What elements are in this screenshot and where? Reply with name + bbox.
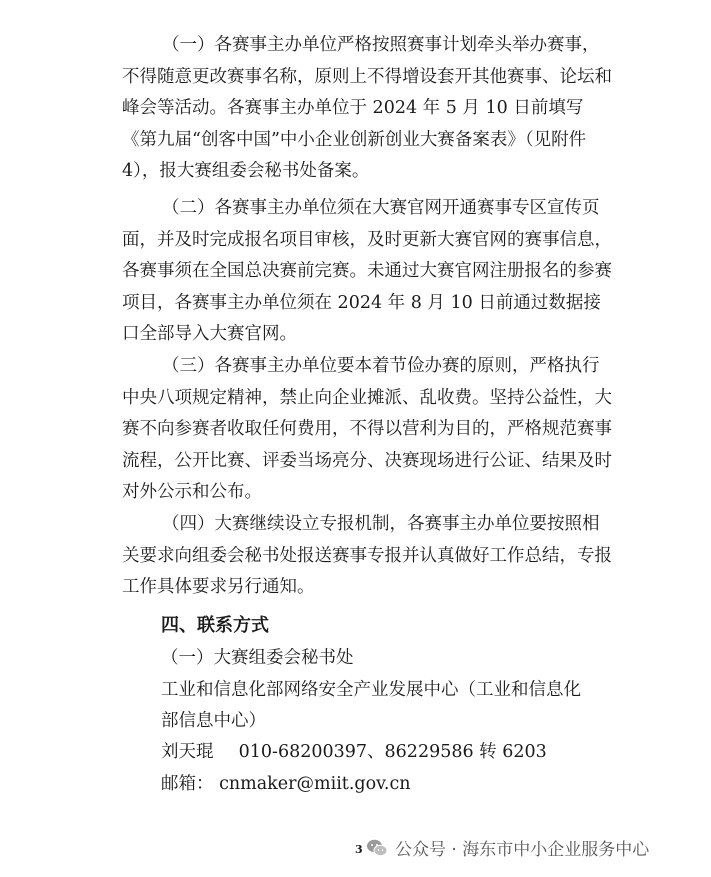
paragraph-2-text: （二）各赛事主办单位须在大赛官网开通赛事专区宣传页面，并及时完成报名项目审核，及时更新大赛官网的赛事信息，各赛事须在全国总决赛前完赛。未通过大赛官网注册报名的参赛项目，各赛事主办单位须在 2024 年 8 月 10 日前通过数据接口全部导入大赛官网。	[122, 198, 612, 344]
watermark	[365, 835, 649, 860]
sub-heading: （一）大赛组委会秘书处	[161, 648, 354, 668]
contact-name: 刘天琨	[161, 742, 214, 762]
contact-line	[161, 737, 547, 769]
email-address[interactable]: cnmaker@miit.gov.cn	[219, 774, 411, 794]
page-number: 3	[355, 843, 363, 856]
email-line	[161, 769, 411, 801]
paragraph-4-text: （四）大赛继续设立专报机制，各赛事主办单位要按照相关要求向组委会秘书处报送赛事专报并认真做好工作总结，专报工作具体要求另行通知。	[122, 514, 612, 597]
paragraph-3	[122, 351, 612, 509]
paragraph-1-text: （一）各赛事主办单位严格按照赛事计划牵头举办赛事，不得随意更改赛事名称，原则上不得增设套开其他赛事、论坛和峰会等活动。各赛事主办单位于 2024 年 5 月 10 日前填写《第九届“创客中国”中小企业创新创业大赛备案表》（见附件 4），报大赛组委会秘书处备案。	[122, 35, 612, 181]
wechat-icon	[365, 836, 389, 860]
section-heading: 四、联系方式	[161, 615, 269, 636]
org-line-1: 工业和信息化部网络安全产业发展中心（工业和信息化	[161, 680, 581, 700]
contact-phone: 010-68200397、86229586 转 6203	[238, 742, 547, 762]
paragraph-1	[122, 30, 612, 188]
org-line-2: 部信息中心）	[161, 711, 266, 731]
paragraph-4	[122, 509, 612, 604]
watermark-text: 公众号 · 海东市中小企业服务中心	[395, 840, 650, 860]
paragraph-2	[122, 193, 612, 351]
paragraph-3-text: （三）各赛事主办单位要本着节俭办赛的原则，严格执行中央八项规定精神，禁止向企业摊派、乱收费。坚持公益性，大赛不向参赛者收取任何费用，不得以营利为目的，严格规范赛事流程，公开比赛、评委当场亮分、决赛现场进行公证、结果及时对外公示和公布。	[122, 356, 612, 502]
email-label: 邮箱：	[161, 774, 214, 794]
